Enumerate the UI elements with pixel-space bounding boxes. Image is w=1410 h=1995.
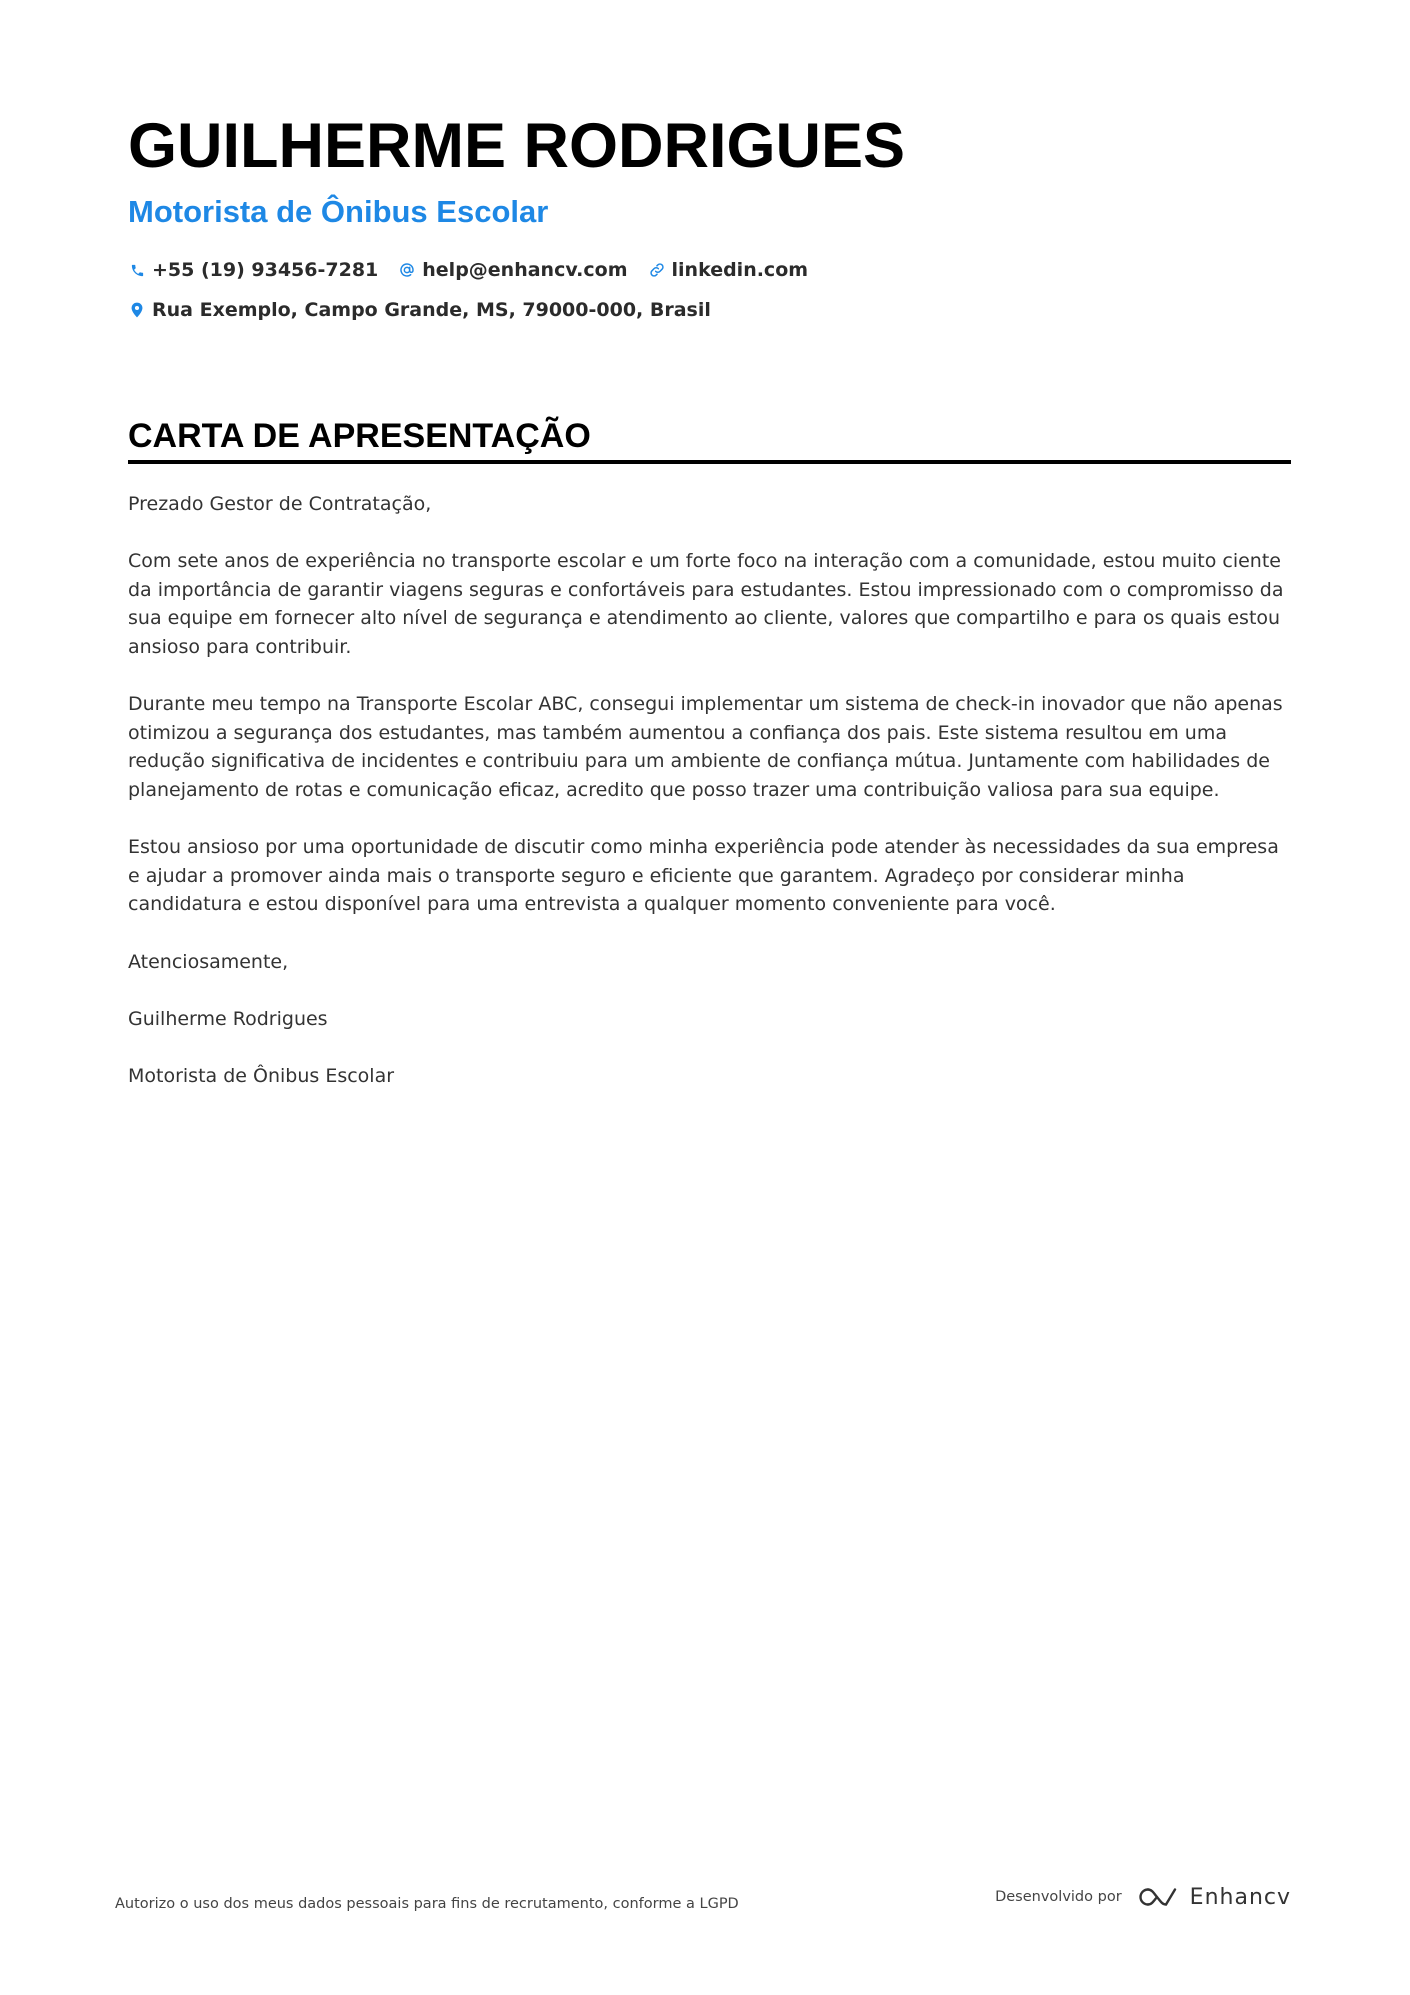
salutation: Prezado Gestor de Contratação, (128, 493, 432, 515)
section-header (128, 416, 1291, 464)
link-icon (648, 261, 666, 279)
closing: Atenciosamente, (128, 950, 289, 973)
section-title: CARTA DE APRESENTAÇÃO (128, 417, 591, 455)
phone-text: +55 (19) 93456-7281 (152, 259, 379, 281)
cover-letter-page (128, 110, 1291, 1119)
contact-row-1 (128, 250, 1291, 290)
letter-paragraph-2: Durante meu tempo na Transporte Escolar ABC, consegui implementar um sistema de check-in inovador que não apenas otimizou a segurança dos estudantes, mas também aumentou a confiança dos pais. Este sistema resultou em uma redução significativa de incidentes e contribuiu para um ambiente de confiança mútua. Juntamente com habilidades de planejamento de rotas e comunicação eficaz, acredito que posso trazer uma contribuição valiosa para sua equipe. (128, 693, 1283, 801)
contact-info (128, 250, 1291, 330)
brand-name[interactable]: Enhancv (1189, 1884, 1291, 1910)
map-pin-icon (128, 301, 146, 319)
job-title: Motorista de Ônibus Escolar (128, 194, 549, 229)
phone-icon (128, 261, 146, 279)
signature-title: Motorista de Ônibus Escolar (128, 1064, 395, 1087)
contact-email[interactable] (398, 259, 627, 281)
letter-paragraph-1: Com sete anos de experiência no transporte escolar e um forte foco na interação com a comunidade, estou muito ciente da importância de garantir viagens seguras e confortáveis para estudantes. Estou impressionado com o compromisso da sua equipe em fornecer alto nível de segurança e atendimento ao cliente, valores que compartilho e para os quais estou ansioso para contribuir. (128, 550, 1284, 658)
powered-by-label: Desenvolvido por (995, 1889, 1122, 1905)
enhancv-logo-icon[interactable] (1134, 1884, 1180, 1910)
powered-by-footer[interactable] (995, 1884, 1291, 1910)
contact-address (128, 299, 711, 321)
email-text[interactable]: help@enhancv.com (422, 259, 628, 281)
contact-phone (128, 259, 378, 281)
section-divider (128, 460, 1291, 464)
contact-row-2 (128, 290, 1291, 330)
candidate-name: GUILHERME RODRIGUES (128, 111, 906, 181)
at-sign-icon (398, 261, 416, 279)
website-text[interactable]: linkedin.com (671, 259, 809, 281)
contact-website[interactable] (648, 259, 809, 281)
signature-name: Guilherme Rodrigues (128, 1007, 328, 1030)
letter-paragraph-3: Estou ansioso por uma oportunidade de discutir como minha experiência pode atender às necessidades da sua empresa e ajudar a promover ainda mais o transporte seguro e eficiente que garantem. Agradeço por considerar minha candidatura e estou disponível para uma entrevista a qualquer momento conveniente para você. (128, 836, 1279, 916)
address-text: Rua Exemplo, Campo Grande, MS, 79000-000, Brasil (152, 299, 711, 321)
consent-footer: Autorizo o uso dos meus dados pessoais para fins de recrutamento, conforme a LGPD (115, 1896, 739, 1912)
letter-body (128, 490, 1291, 1090)
